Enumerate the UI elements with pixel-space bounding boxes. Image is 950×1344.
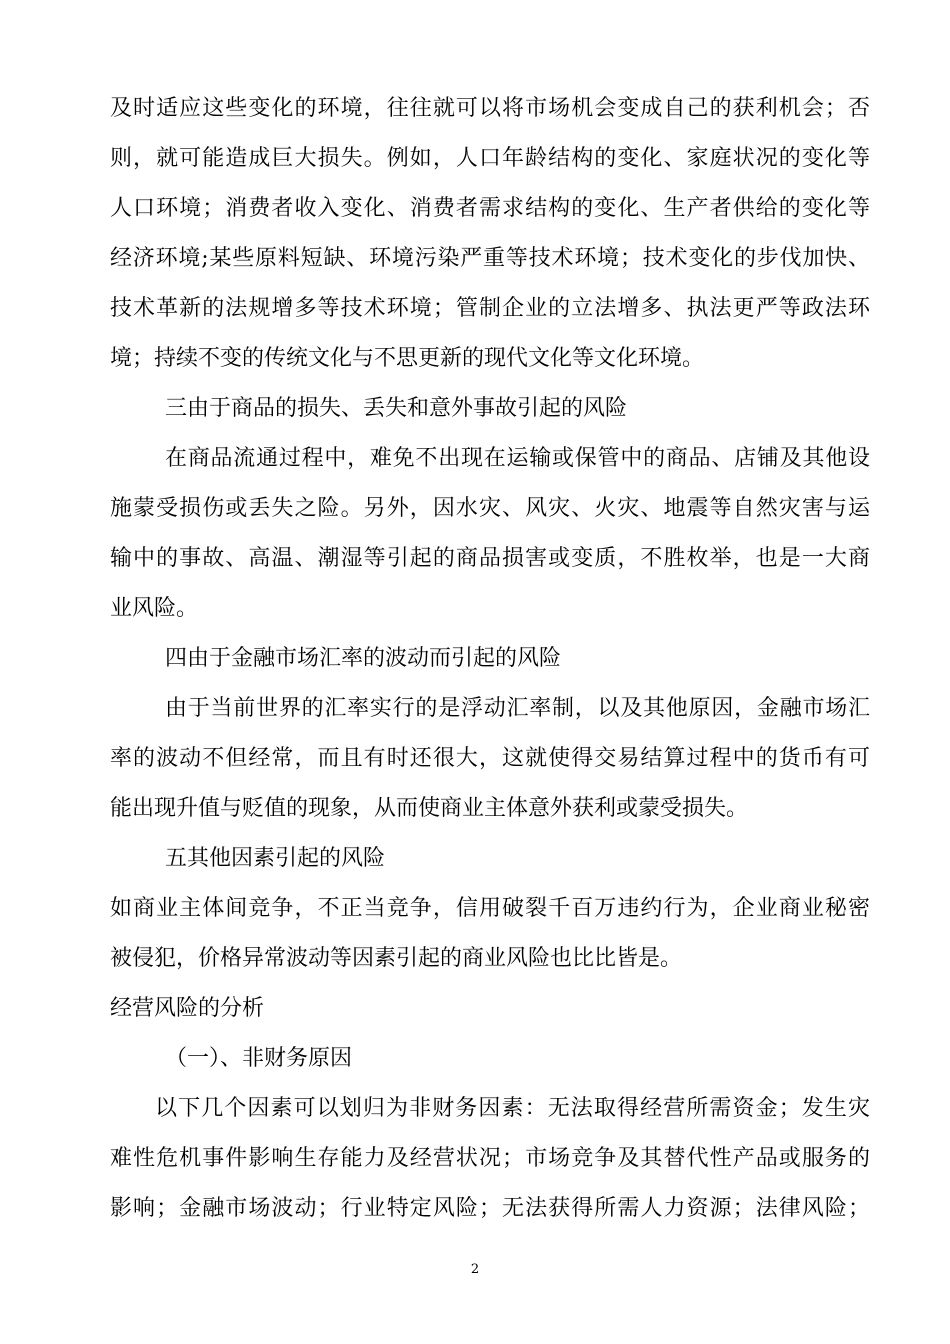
- paragraph-line: 能出现升值与贬值的现象，从而使商业主体意外获利或蒙受损失。: [110, 796, 749, 821]
- paragraph-line: 影响；金融市场波动；行业特定风险；无法获得所需人力资源；法律风险；: [110, 1196, 870, 1221]
- paragraph-line: 输中的事故、高温、潮湿等引起的商品损害或变质，不胜枚举，也是一大商: [110, 546, 870, 571]
- paragraph-line: 以下几个因素可以划归为非财务因素：无法取得经营所需资金；发生灾: [155, 1096, 870, 1121]
- paragraph-line: 如商业主体间竞争，不正当竞争，信用破裂千百万违约行为，企业商业秘密: [110, 896, 870, 921]
- paragraph-line: 境；持续不变的传统文化与不思更新的现代文化等文化环境。: [110, 346, 705, 371]
- paragraph-line: 人口环境；消费者收入变化、消费者需求结构的变化、生产者供给的变化等: [110, 196, 870, 221]
- paragraph-line: 由于当前世界的汇率实行的是浮动汇率制，以及其他原因，金融市场汇: [165, 696, 870, 721]
- paragraph-line: 率的波动不但经常，而且有时还很大，这就使得交易结算过程中的货币有可: [110, 746, 870, 771]
- section-heading: 三由于商品的损失、丢失和意外事故引起的风险: [165, 396, 628, 421]
- paragraph-line: 则，就可能造成巨大损失。例如，人口年龄结构的变化、家庭状况的变化等: [110, 146, 870, 171]
- paragraph-line: 及时适应这些变化的环境，往往就可以将市场机会变成自己的获利机会；否: [110, 96, 870, 121]
- paragraph-line: 技术革新的法规增多等技术环境；管制企业的立法增多、执法更严等政法环: [110, 296, 870, 321]
- paragraph-line: 施蒙受损伤或丢失之险。另外，因水灾、风灾、火灾、地震等自然灾害与运: [110, 496, 870, 521]
- section-heading: 经营风险的分析: [110, 996, 265, 1021]
- paragraph-line: 业风险。: [110, 596, 199, 621]
- paragraph-line: 经济环境;某些原料短缺、环境污染严重等技术环境；技术变化的步伐加快、: [110, 246, 870, 271]
- page-number: 2: [470, 1262, 480, 1277]
- section-heading: 五其他因素引起的风险: [165, 846, 386, 871]
- paragraph-line: 被侵犯，价格异常波动等因素引起的商业风险也比比皆是。: [110, 946, 683, 971]
- subsection-heading: （一）、非财务原因: [165, 1046, 353, 1071]
- section-heading: 四由于金融市场汇率的波动而引起的风险: [165, 646, 562, 671]
- paragraph-line: 在商品流通过程中，难免不出现在运输或保管中的商品、店铺及其他设: [165, 446, 870, 471]
- paragraph-line: 难性危机事件影响生存能力及经营状况；市场竞争及其替代性产品或服务的: [110, 1146, 870, 1171]
